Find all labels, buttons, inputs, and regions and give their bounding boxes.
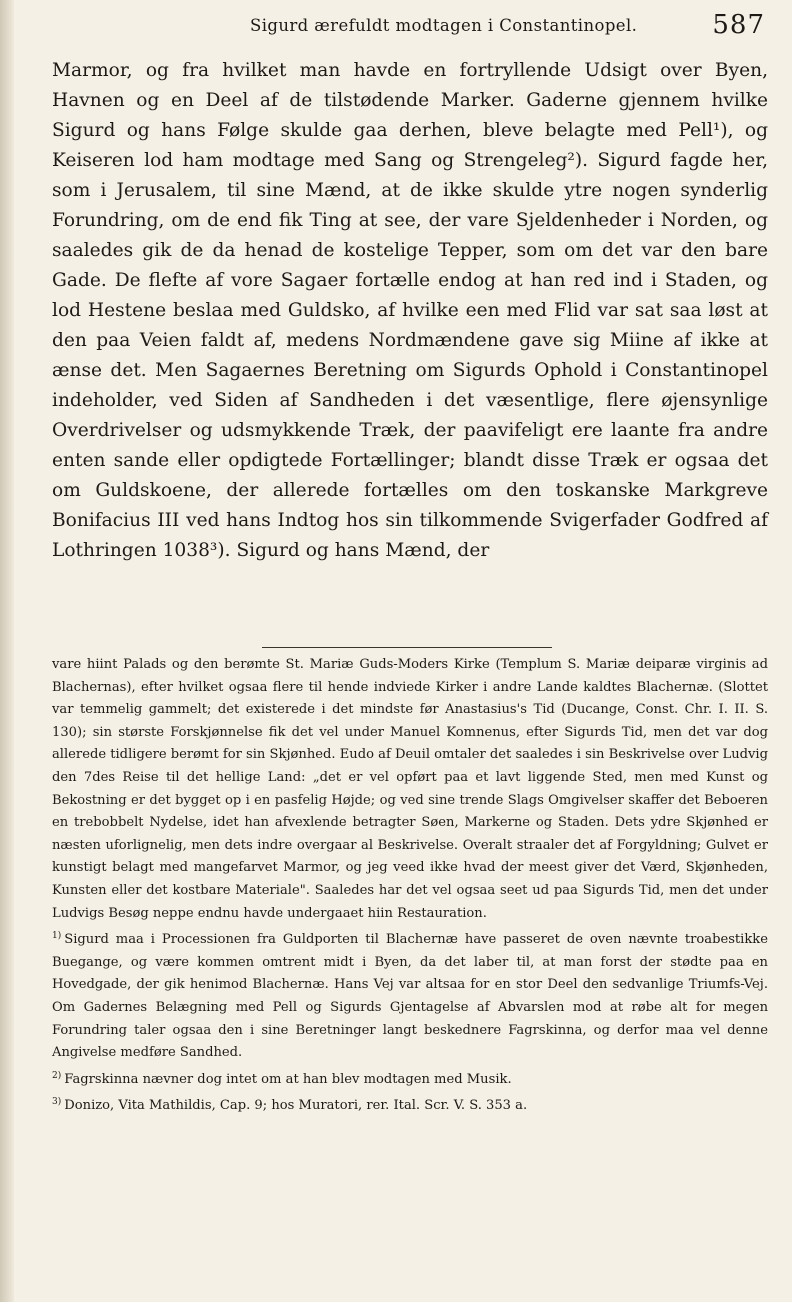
footnote-1-text: Sigurd maa i Processionen fra Guldporten til Blachernæ have passeret de oven nævnte troabestikke Buegange, og være kommen omtrent midt i Byen, da det laber til, at man forst der stødte paa en Hovedgade, der gik henimod Blachernæ. Hans Vej var altsaa for en stor Deel den sedvanlige Triumfs-Vej. Om Gadernes Belægning med Pell og Sigurds Gjentagelse af Abvarslen mod at røbe alt for megen Forundring taler ogsaa den i sine Beretninger langt beskednere Fagrskinna, og derfor maa vel denne Angivelse medføre Sandhed. xyxy=(52,932,768,1061)
page-binding-edge xyxy=(0,0,14,1302)
footnote-continuation: vare hiint Palads og den berømte St. Mariæ Guds-Moders Kirke (Templum S. Mariæ deiparæ virginis ad Blachernas), efter hvilket ogsaa flere til hende indviede Kirker i andre Lande kaldtes Blachernæ. (Slottet var temmelig gammelt; det existerede i det mindste før Anastasius's Tid (Ducange, Const. Chr. I. II. S. 130); sin største Forskjønnelse fik det vel under Manuel Komnenus, efter Sigurds Tid, men det var dog allerede tidligere berømt for sin Skjønhed. Eudo af Deuil omtaler det saaledes i sin Beskrivelse over Ludvig den 7des Reise til det hellige Land: „det er vel opført paa et lavt liggende Sted, men med Kunst og Bekostning er det bygget op i en pasfelig Højde; og ved sine trende Slags Omgivelser skaffer det Beboeren en trebobbelt Nydelse, idet han afvexlende betragter Søen, Markerne og Staden. Dets ydre Skjønhed er næsten uforlignelig, men dets indre overgaar al Beskrivelse. Overalt straaler det af Forgyldning; Gulvet er kunstigt belagt med mangefarvet Marmor, og jeg veed ikke hvad der meest giver det Værd, Skjønheden, Kunsten eller det kostbare Materiale". Saaledes har det vel ogsaa seet ud paa Sigurds Tid, men det under Ludvigs Besøg neppe endnu havde undergaaet hiin Restauration. xyxy=(52,657,768,921)
footnote-2-text: Fagrskinna nævner dog intet om at han blev modtagen med Musik. xyxy=(64,1071,512,1087)
footnotes xyxy=(52,654,768,1118)
page-header xyxy=(100,10,765,54)
footnote-3 xyxy=(52,1091,768,1118)
running-head: Sigurd ærefuldt modtagen i Constantinopel. xyxy=(250,16,638,35)
footnote-1 xyxy=(52,925,768,1065)
body-paragraph: Marmor, og fra hvilket man havde en fortryllende Udsigt over Byen, Havnen og en Deel af de tilstødende Marker. Gaderne gjennem hvilke Sigurd og hans Følge skulde gaa derhen, bleve belagte med Pell¹), og Keiseren lod ham modtage med Sang og Strengeleg²). Sigurd fagde her, som i Jerusalem, til sine Mænd, at de ikke skulde ytre nogen synderlig Forundring, om de end fik Ting at see, der vare Sjeldenheder i Norden, og saaledes gik de da henad de kostelige Tepper, som om det var den bare Gade. De flefte af vore Sagaer fortælle endog at han red ind i Staden, og lod Hestene beslaa med Guldsko, af hvilke een med Flid var sat saa løst at den paa Veien faldt af, medens Nordmændene gave sig Miine af ikke at ænse det. Men Sagaernes Beretning om Sigurds Ophold i Constantinopel indeholder, ved Siden af Sandheden i det væsentlige, flere øjensynlige Overdrivelser og udsmykkende Træk, der paavifeligt ere laante fra andre enten sande eller opdigtede Fortællinger; blandt disse Træk er ogsaa det om Guldskoene, der allerede fortælles om den toskanske Markgreve Bonifacius III ved hans Indtog hos sin tilkommende Svigerfader Godfred af Lothringen 1038³). Sigurd og hans Mænd, der xyxy=(52,60,768,561)
page-number: 587 xyxy=(712,10,765,40)
footnote-1-mark: 1) xyxy=(52,931,62,942)
footnote-3-mark: 3) xyxy=(52,1097,62,1108)
footnote-2 xyxy=(52,1065,768,1092)
main-text xyxy=(52,56,768,566)
footnote-separator xyxy=(262,647,552,648)
footnote-2-mark: 2) xyxy=(52,1070,62,1081)
footnote-3-text: Donizo, Vita Mathildis, Cap. 9; hos Muratori, rer. Ital. Scr. V. S. 353 a. xyxy=(64,1098,528,1114)
